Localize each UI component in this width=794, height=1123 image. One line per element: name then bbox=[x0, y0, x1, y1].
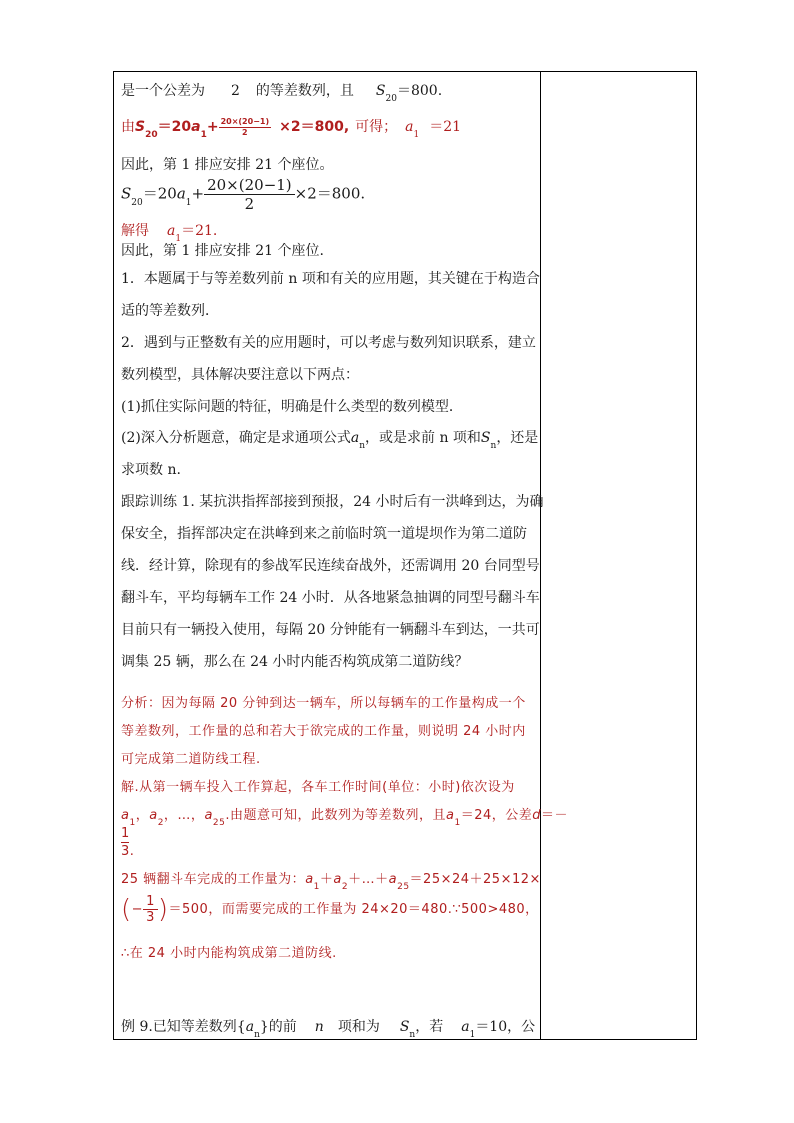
text-line-note-point-1: (1)抓住实际问题的特征，明确是什么类型的数列模型． bbox=[121, 399, 463, 415]
text-line-note-point-2: (2)深入分析题意，确定是求通项公式$a_n$，或是求前 n 项和$S_n$，还是 bbox=[121, 430, 539, 451]
text-line-seat-result-2: 因此，第 1 排应安排 21 个座位. bbox=[121, 243, 324, 259]
fraction: $\frac{1}{3}$ bbox=[143, 894, 158, 925]
analysis-line-1: 分析：因为每隔 20 分钟到达一辆车，所以每辆车的工作量构成一个 bbox=[121, 696, 526, 711]
exercise-line-3: 线．经计算，除现有的参战军民连续奋战外，还需调用 20 台同型号 bbox=[121, 558, 540, 574]
fraction: $\frac{20\times(20-1)}{2}$ bbox=[204, 176, 295, 213]
text-line-note-2b: 数列模型，具体解决要注意以下两点： bbox=[121, 367, 359, 383]
analysis-line-2: 等差数列，工作量的总和若大于欲完成的工作量，则说明 24 小时内 bbox=[121, 724, 526, 739]
exercise-line-4: 翻斗车，平均每辆车工作 24 小时．从各地紧急抽调的同型号翻斗车 bbox=[121, 590, 540, 606]
text-line-note-2a: 2．遇到与正整数有关的应用题时，可以考虑与数列知识联系，建立 bbox=[121, 335, 536, 351]
exercise-line-1: 跟踪训练 1. 某抗洪指挥部接到预报，24 小时后有一洪峰到达，为确 bbox=[121, 494, 544, 510]
solution-line-4: (− $\frac{1}{3}$ )＝500，而需要完成的工作量为 24×20＝480.∵500>480， bbox=[121, 894, 539, 925]
exercise-line-2: 保安全，指挥部决定在洪峰到来之前临时筑一道堤坝作为第二道防 bbox=[121, 526, 527, 542]
example-9-line: 例 9.已知等差数列$\{a_n\}$的前 n 项和为 $S_n$，若 $a_1=10$，公 bbox=[121, 1019, 536, 1040]
formula-line: $S_{20}=20a_1+$ $\frac{20\times(20-1)}{2}$ ×2＝800. bbox=[121, 176, 366, 213]
solution-line-2: $a_1$，$a_2$，…，$a_{25}$.由题意可知，此数列为等差数列，且$a_1=24$，公差d＝－ bbox=[121, 808, 569, 828]
exercise-line-5: 目前只有一辆投入使用，每隔 20 分钟能有一辆翻斗车到达，一共可 bbox=[121, 622, 540, 638]
text-line-note-1b: 适的等差数列． bbox=[121, 303, 219, 319]
fraction-numerator: 1 bbox=[121, 826, 130, 841]
solution-line-1: 解.从第一辆车投入工作算起，各车工作时间(单位：小时)依次设为 bbox=[121, 780, 515, 795]
analysis-line-3: 可完成第二道防线工程. bbox=[121, 752, 261, 767]
conclusion-line: ∴在 24 小时内能构筑成第二道防线. bbox=[121, 946, 337, 961]
document-table bbox=[113, 71, 697, 1040]
text-line-common-difference: 是一个公差为 2 的等差数列，且 $S_{20}=800$. bbox=[121, 83, 443, 104]
fraction-denominator: 3. bbox=[121, 844, 135, 859]
column-divider bbox=[540, 72, 541, 1039]
fraction-bar bbox=[121, 842, 129, 843]
solution-line-3: 25 辆翻斗车完成的工作量为：$a_1+a_2+\dots+a_{25}=25\times 24+25\times 12\times$ bbox=[121, 872, 541, 892]
fraction: $\frac{20\times(20-1)}{2}$ bbox=[220, 116, 270, 137]
red-formula-line: 由$S_{20}=20a_1+$ $\frac{20\times(20-1)}{2} \times 2=800$, 可得； $a_1 =21$ bbox=[121, 116, 462, 140]
text-line-seat-result: 因此，第 1 排应安排 21 个座位。 bbox=[121, 157, 334, 173]
text-line-solve: 解得 $a_1=21$. bbox=[121, 223, 218, 244]
text-line-note-1a: 1．本题属于与等差数列前 n 项和有关的应用题，其关键在于构造合 bbox=[121, 271, 540, 287]
text-line-note-point-2b: 求项数 n. bbox=[121, 462, 181, 478]
exercise-line-6: 调集 25 辆，那么在 24 小时内能否构筑成第二道防线？ bbox=[121, 654, 469, 670]
